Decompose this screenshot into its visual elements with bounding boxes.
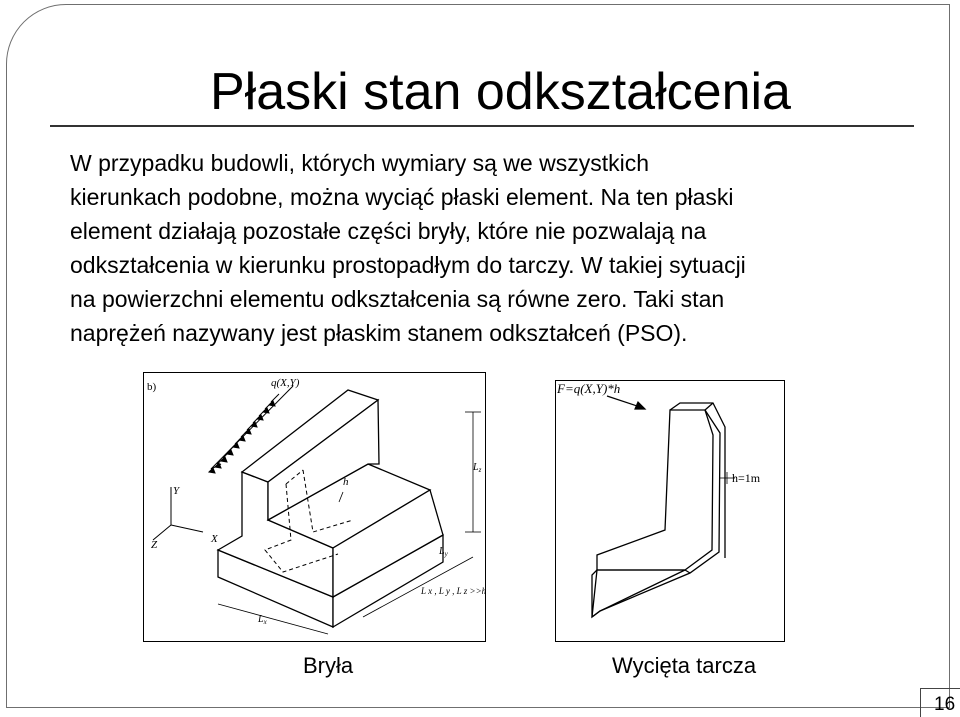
page-number: 16 xyxy=(934,694,956,715)
axis-x-label: X xyxy=(211,533,218,545)
dim-condition-label: L x , L y , L z >>h xyxy=(421,586,487,596)
force-label: F=q(X,Y)*h xyxy=(557,381,621,396)
axis-z-label: Z xyxy=(151,539,158,551)
dim-lx-label: $L_x$ xyxy=(258,614,267,626)
figure-solid-dam xyxy=(143,372,486,642)
dim-lz-label: $L_z$ xyxy=(473,462,482,474)
paragraph-line: na powierzchni elementu odkształcenia są równe zero. Taki stan xyxy=(70,286,725,312)
paragraph-line: W przypadku budowli, których wymiary są we wszystkich xyxy=(70,150,649,176)
paragraph-line: naprężeń nazywany jest płaskim stanem odkształceń (PSO). xyxy=(70,320,688,346)
paragraph-line: kierunkach podobne, można wyciąć płaski element. Na ten płaski xyxy=(70,184,734,210)
axis-y-label: Y xyxy=(173,485,180,497)
title-underline xyxy=(50,125,914,127)
slab-drawing xyxy=(592,403,725,617)
dim-ly-label: $L_y$ xyxy=(439,546,448,558)
thickness-label: h=1m xyxy=(732,471,761,485)
paragraph-line: odkształcenia w kierunku prostopadłym do tarczy. W takiej sytuacji xyxy=(70,252,746,278)
caption-solid: Bryła xyxy=(303,653,354,678)
caption-slab: Wycięta tarcza xyxy=(612,653,757,678)
panel-label: b) xyxy=(147,381,157,393)
force-arrow xyxy=(607,396,645,409)
slide-title: Płaski stan odkształcenia xyxy=(210,63,791,121)
body-paragraph xyxy=(70,146,900,350)
load-label: q(X,Y) xyxy=(271,377,300,389)
figure-cut-slab xyxy=(555,380,785,642)
thickness-label: h xyxy=(343,476,349,488)
paragraph-line: element działają pozostałe części bryły, które nie pozwalają na xyxy=(70,218,707,244)
